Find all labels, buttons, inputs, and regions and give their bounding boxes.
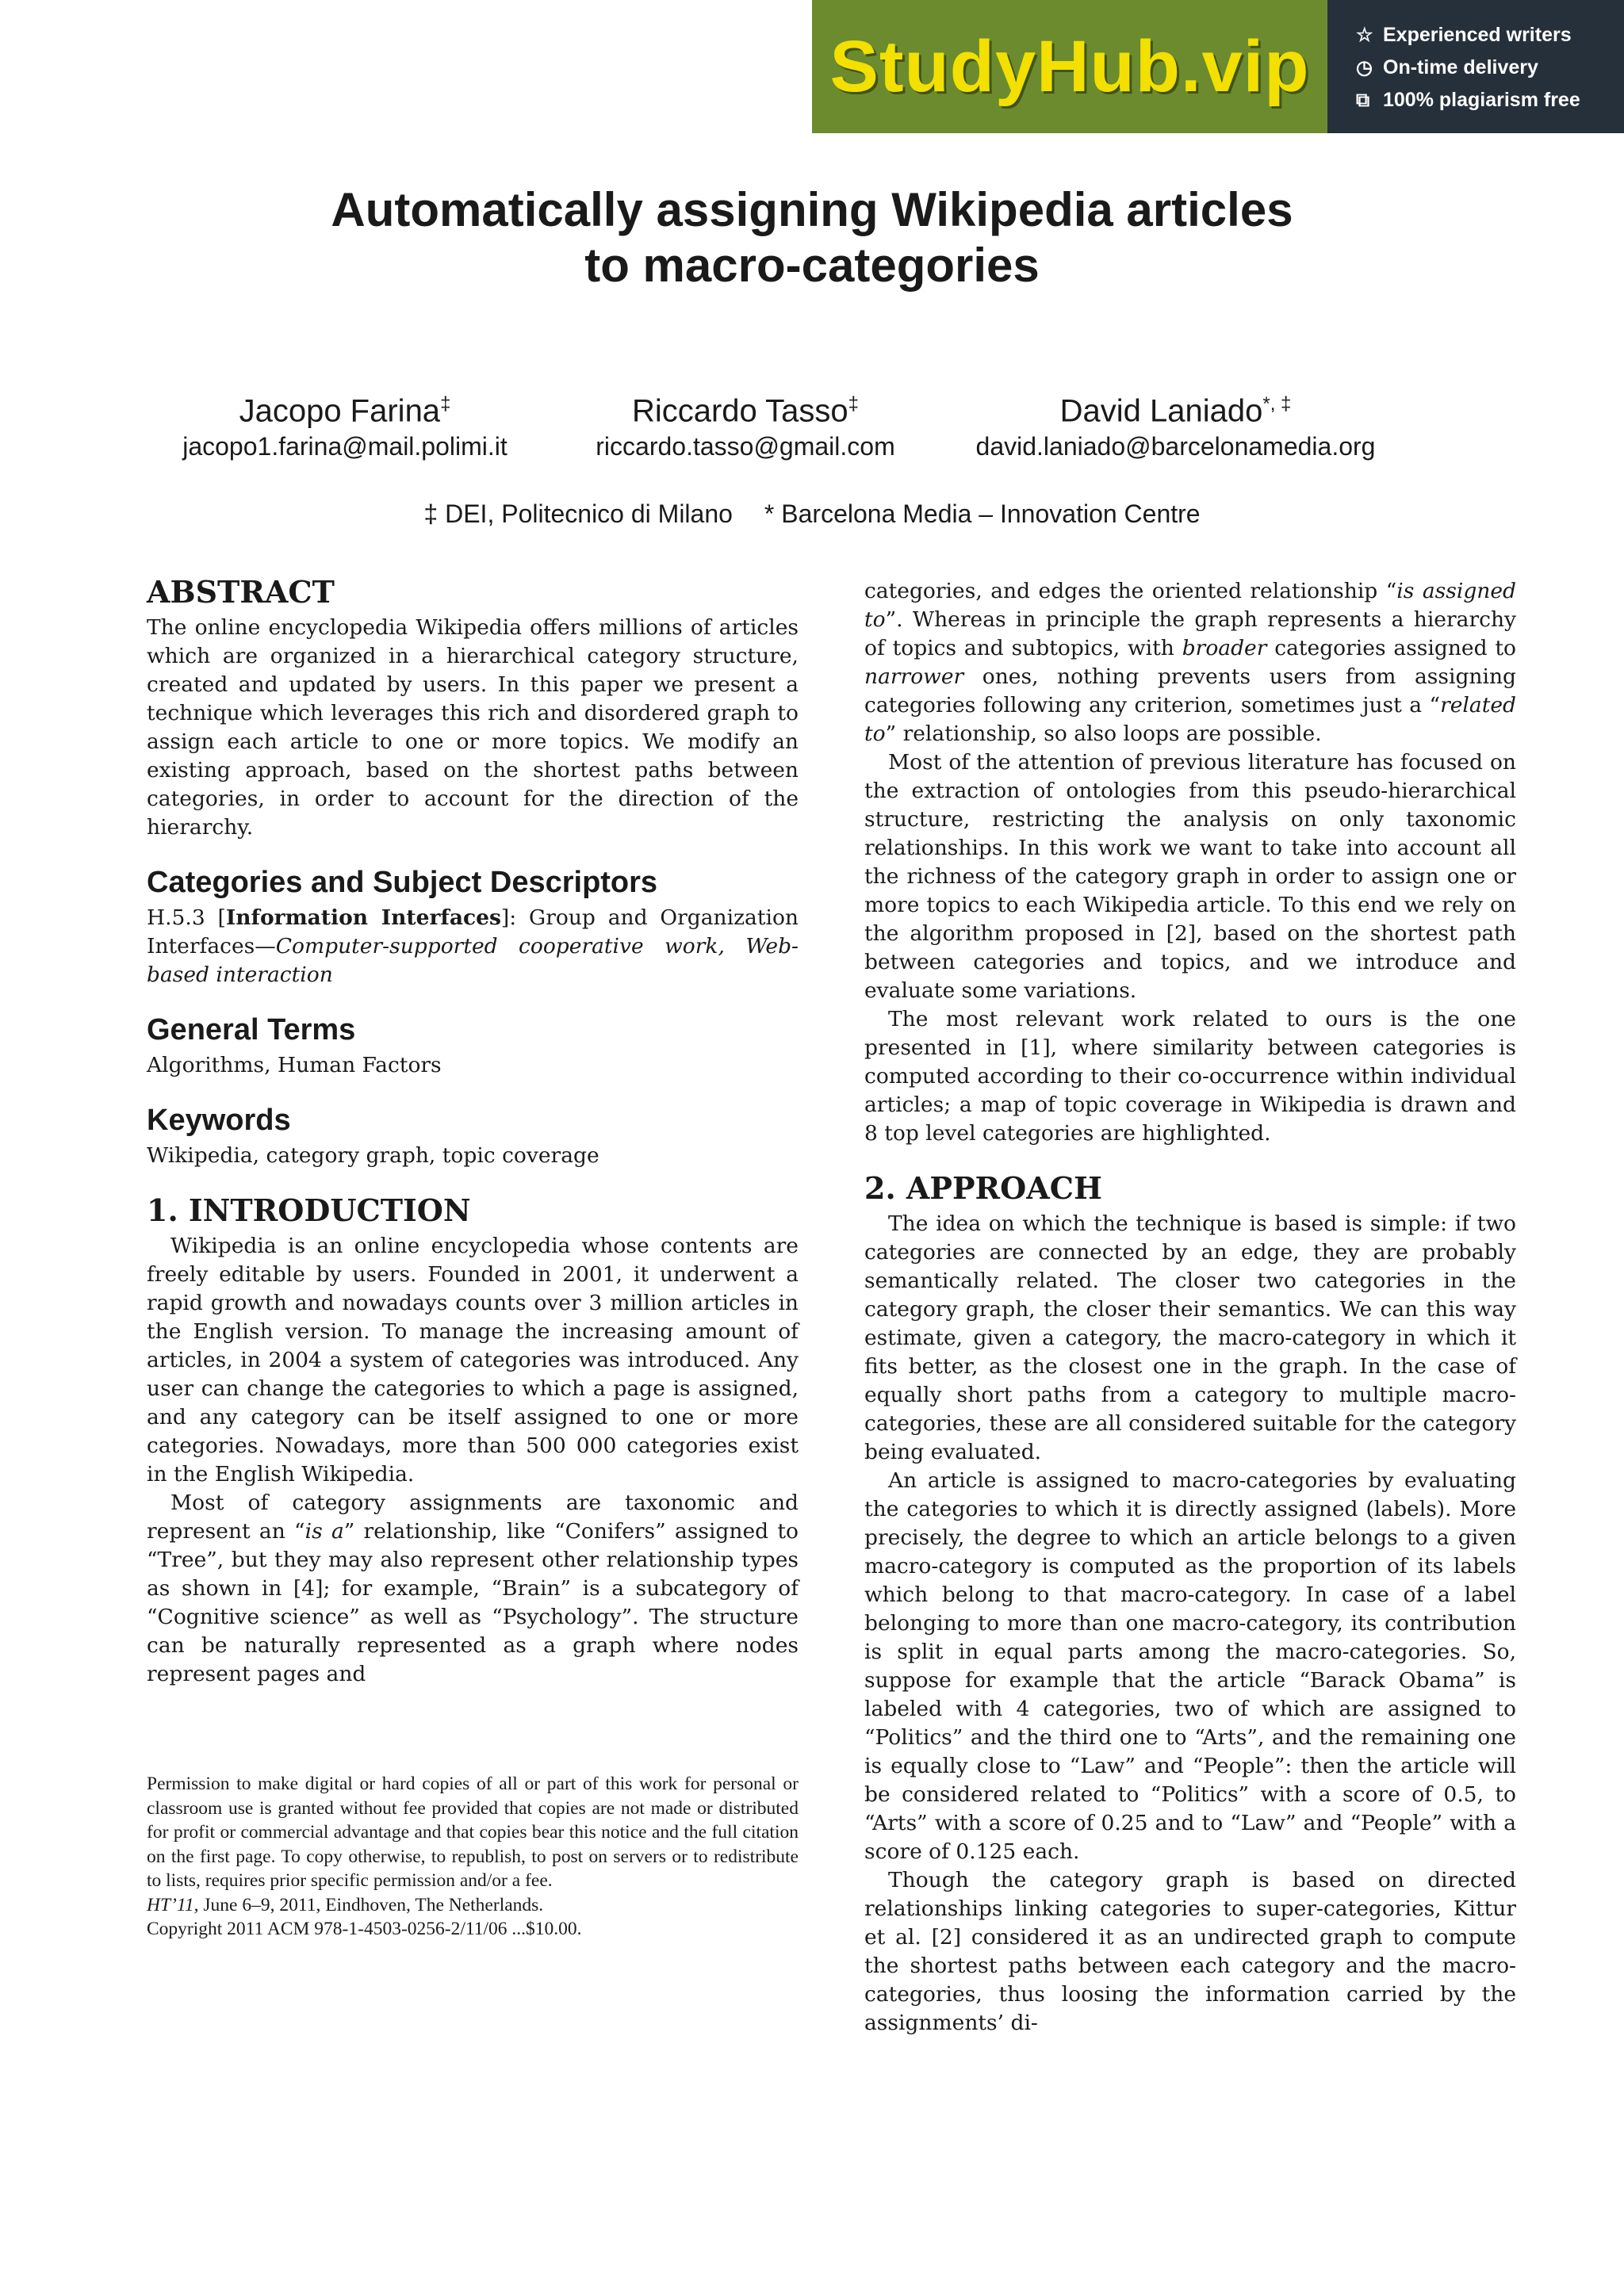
intro-paragraph-2: Most of category assignments are taxonomic and represent an “is a” relationship, like “Conifers” assigned to “Tree”, but they may also represent other relationship types as shown in [4]; for example, “Brain” is a subcategory of “Cognitive science” as well as “Psychology”. The structure can be naturally represented as a graph where nodes represent pages and (147, 1490, 799, 1686)
feature-list (1327, 0, 1624, 133)
clock-icon: ◷ (1356, 57, 1373, 78)
star-icon: ☆ (1356, 25, 1373, 46)
author-email[interactable]: jacopo1.farina@mail.polimi.it (182, 432, 508, 461)
affiliations (0, 499, 1624, 529)
keywords-text: Wikipedia, category graph, topic coverage (147, 1143, 599, 1168)
permission-notice (147, 1772, 799, 1942)
approach-paragraph-3: Though the category graph is based on directed relationships linking categories to super-categories, Kittur et al. [2] considered it as an undirected graph to compute the shortest paths between each category and the macro-categories, thus loosing the information carried by the assignments’ di- (864, 1868, 1516, 2035)
venue-line: HT’11, June 6–9, 2011, Eindhoven, The Netherlands. (147, 1894, 544, 1915)
author-name: Riccardo Tasso (631, 393, 848, 429)
ad-banner[interactable] (812, 0, 1624, 133)
affiliation: ‡ DEI, Politecnico di Milano (423, 499, 733, 528)
intro-paragraph-4: The most relevant work related to ours is the one presented in [1], where similarity between categories is computed according to their co-occurrence within individual articles; a map of topic coverage in Wikipedia is drawn and 8 top level categories are highlighted. (864, 1007, 1516, 1146)
author-name: Jacopo Farina (239, 393, 441, 429)
copyright-line: Copyright 2011 ACM 978-1-4503-0256-2/11/06 ...$10.00. (147, 1919, 582, 1939)
author (167, 385, 523, 462)
author-mark: *, ‡ (1262, 393, 1292, 415)
feature-label: 100% plagiarism free (1383, 89, 1580, 111)
author-email[interactable]: riccardo.tasso@gmail.com (596, 432, 895, 461)
author-email[interactable]: david.laniado@barcelonamedia.org (975, 432, 1376, 461)
author (579, 385, 912, 462)
copy-icon: ⧉ (1356, 89, 1370, 111)
author-name: David Laniado (1059, 393, 1263, 429)
paper-title (0, 182, 1624, 293)
author-mark: ‡ (440, 393, 451, 415)
approach-heading: 2. APPROACH (864, 1170, 1102, 1206)
general-terms-heading: General Terms (147, 1013, 356, 1047)
intro-paragraph-1: Wikipedia is an online encyclopedia whose contents are freely editable by users. Founded in 2001, it underwent a rapid growth and nowadays counts over 3 million articles in the English version. To manage the increasing amount of articles, in 2004 a system of categories was introduced. Any user can change the categories to which a page is assigned, and any category can be itself assigned to one or more categories. Nowadays, more than 500 000 categories exist in the English Wikipedia. (147, 1234, 799, 1487)
feature-item (1356, 84, 1624, 117)
brand-logo[interactable] (812, 0, 1327, 133)
author-mark: ‡ (848, 393, 860, 415)
feature-item (1356, 19, 1624, 52)
introduction-heading: 1. INTRODUCTION (147, 1192, 471, 1228)
approach-paragraph-1: The idea on which the technique is based is simple: if two categories are connected by an edge, they are probably semantically related. The closer two categories in the category graph, the closer their semantics. We can this way estimate, given a category, the macro-category in which it fits better, as the closest one in the graph. In the case of equally short paths from a category to multiple macro-categories, these are all considered suitable for the category being evaluated. (864, 1211, 1516, 1464)
right-column (864, 577, 1516, 2038)
abstract-text: The online encyclopedia Wikipedia offers millions of articles which are organized in a hierarchical category structure, created and updated by users. In this paper we present a technique which leverages this rich and disordered graph to assign each article to one or more topics. We modify an existing approach, based on the shortest paths between categories, in order to account for the direction of the hierarchy. (147, 615, 799, 840)
intro-paragraph-3: Most of the attention of previous literature has focused on the extraction of ontologies from this pseudo-hierarchical structure, restricting the analysis on only taxonomic relationships. In this work we want to take into account all the richness of the category graph in order to assign one or more topics to each Wikipedia article. To this end we rely on the algorithm proposed in [2], based on the shortest path between categories and topics, and we introduce and evaluate some variations. (864, 750, 1516, 1003)
title-line-2: to macro-categories (584, 239, 1040, 292)
affiliation: * Barcelona Media – Innovation Centre (764, 499, 1201, 528)
feature-label: On-time delivery (1383, 56, 1538, 78)
categories-text: H.5.3 [Information Interfaces]: Group and Organization Interfaces—Computer-supported cooperative work, Web-based interaction (147, 905, 799, 987)
general-terms-text: Algorithms, Human Factors (147, 1053, 442, 1077)
keywords-heading: Keywords (147, 1104, 291, 1137)
brand-name: StudyHub.vip (829, 25, 1310, 107)
author (956, 385, 1396, 462)
author-list (0, 385, 1624, 464)
intro-paragraph-2-cont: categories, and edges the oriented relationship “is assigned to”. Whereas in principle the graph represents a hierarchy of topics and subtopics, with broader categories assigned to narrower ones, nothing prevents users from assigning categories following any criterion, sometimes just a “related to” relationship, so also loops are possible. (864, 579, 1516, 746)
permission-text: Permission to make digital or hard copies of all or part of this work for personal or classroom use is granted without fee provided that copies are not made or distributed for profit or commercial advantage and that copies bear this notice and the full citation on the first page. To copy otherwise, to republish, to post on servers or to redistribute to lists, requires prior specific permission and/or a fee. (147, 1774, 799, 1891)
abstract-heading: ABSTRACT (147, 574, 335, 610)
approach-paragraph-2: An article is assigned to macro-categories by evaluating the categories to which it is directly assigned (labels). More precisely, the degree to which an article belongs to a given macro-category is computed as the proportion of its labels which belong to that macro-category. In case of a label belonging to more than one macro-category, its contribution is split in equal parts among the macro-categories. So, suppose for example that the article “Barack Obama” is labeled with 4 categories, two of which are assigned to “Politics” and the third one to “Arts”, and the remaining one is equally close to “Law” and “People”: then the article will be considered related to “Politics” with a score of 0.5, to “Arts” with a score of 0.25 and to “Law” and “People” with a score of 0.125 each. (864, 1468, 1516, 1864)
left-column (147, 571, 799, 1689)
title-line-1: Automatically assigning Wikipedia articles (331, 183, 1293, 236)
feature-item (1356, 52, 1624, 84)
feature-label: Experienced writers (1383, 24, 1572, 46)
categories-heading: Categories and Subject Descriptors (147, 866, 658, 899)
